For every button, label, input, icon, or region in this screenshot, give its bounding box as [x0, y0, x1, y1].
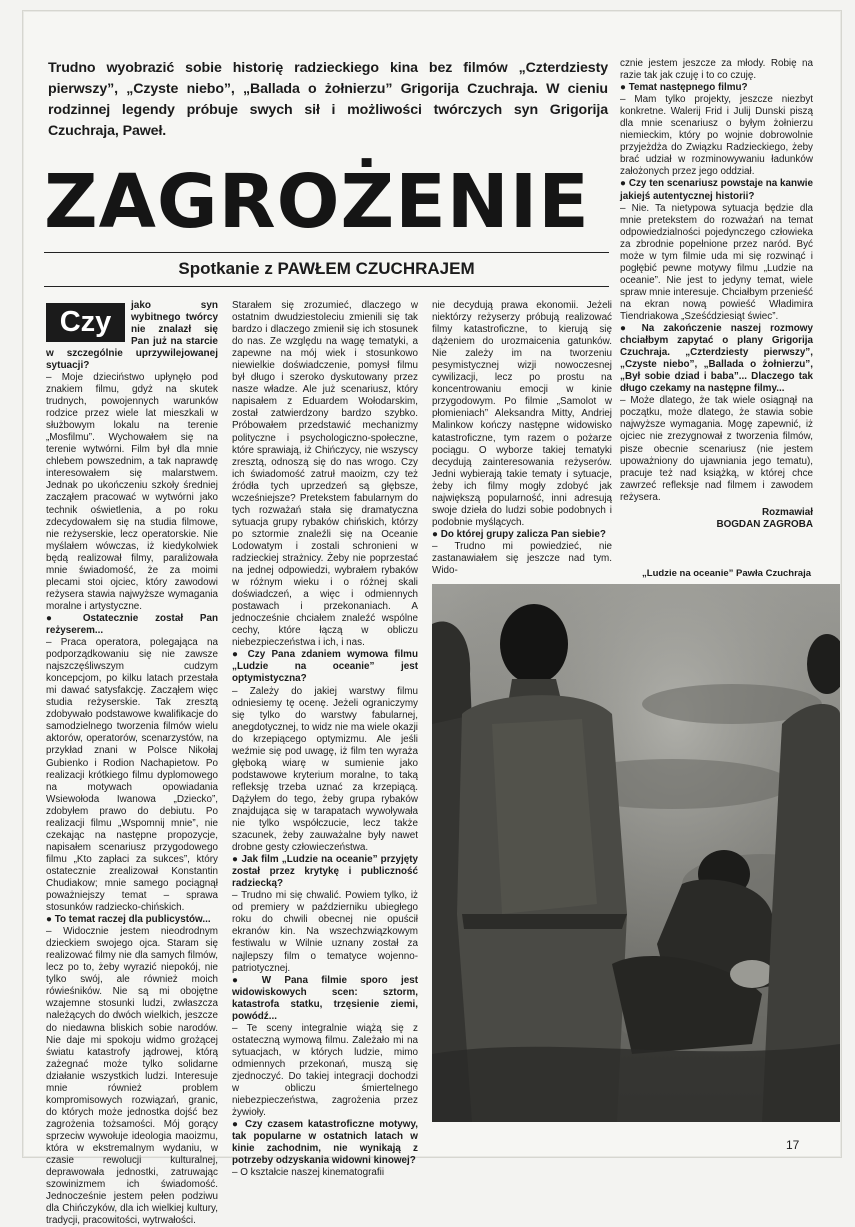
bullet-icon: ● [620, 82, 629, 94]
column-4 [620, 58, 813, 531]
interview-answer: nie decydują prawa ekonomii. Jeżeli niektórzy reżyserzy próbują realizować filmy katastroficzne, to kierują się dążeniem do urozmaicenia gatunków. Nie zależy im na tworzeniu pesymistycznej wizji nowoczesnej cywilizacji, lecz po prostu na koncentrowaniu emocji w kinie przygodowym. Po filmie „Samolot w płomieniach” Aleksandra Mitty, Andriej Malinkow kończy następne widowisko katastroficzne, tym razem o pożarze pociągu. O wyborze takiej tematyki decydują zainteresowania reżyserów. Jedni wybierają takie tematy i sytuacje, żeby ich filmy mogły zdobyć jak największą popularność, inni adresują swoje dzieła do ludzi sobie podobnych i podobnie myślących. [432, 300, 612, 528]
signature-line1: Rozmawiał [761, 506, 813, 518]
drop-word: Czy [46, 303, 125, 342]
interview-answer: – Trudno mi powiedzieć, nie zastanawiałem się jeszcze nad tym. Wido- [432, 540, 612, 577]
film-still-illustration [432, 584, 840, 1122]
bullet-icon: ● [232, 649, 248, 661]
interview-question: ● Czy ten scenariusz powstaje na kanwie jakiejś autentycznej historii? [620, 178, 813, 202]
interview-answer: – O kształcie naszej kinematografii [232, 1167, 385, 1179]
intro-lead: Trudno wyobrazić sobie historię radzieckiego kina bez filmów „Czterdziesty pierwszy”, „Czyste niebo”, „Ballada o żołnierzu” Grigorija Czuchraja. W cieniu rodzinnej legendy próbuje swych sił i możliwości twórczych syn Grigorija Czuchraja, Paweł. [48, 60, 608, 139]
headline-rule-top [44, 252, 609, 253]
headline-rule-bottom [44, 286, 609, 287]
interview-answer: – Nie. Ta nietypowa sytuacja będzie dla mnie pretekstem do rozważań na temat odpowiedzialności pojedynczego człowieka za zbrodnie popełnione przez naród. Być może w tym filmie uda mi się rozwinąć i pogłębić pewne motywy filmu „Ludzie na oceanie”. Nie jest to jedyny temat, wiele spraw mnie interesuje. Chciałbym przenieść na ekran nową powieść Władimira Tiendriakowa „Sześćdziesiąt świec”. [620, 202, 813, 322]
interview-question: ● To temat raczej dla publicystów... [46, 914, 211, 926]
interview-question: ● Czy czasem katastroficzne motywy, tak popularne w ostatnich latach w kinie zachodnim, nie wynikają z potrzeby odzyskania widowni kinowej? [232, 1119, 418, 1167]
bullet-icon: ● [46, 914, 55, 926]
column-1 [46, 300, 218, 1227]
interview-question: ● Do której grupy zalicza Pan siebie? [432, 528, 606, 540]
bullet-icon: ● [432, 528, 441, 540]
interview-answer: – Moje dzieciństwo upłynęło pod znakiem filmu, gdyż na skutek trudnych, powojennych warunków rodzice przez wiele lat mieszkali w służbowym lokalu na terenie „Mosfilmu”. Wychowałem się na terenie wytwórni. Film był dla mnie chlebem powszednim, a tak naprawdę interesowałem się malarstwem. Jednak po ukończeniu szkoły średniej zacząłem pracować w wytwórni jako technik oświetlenia, a po roku zdecydowałem się na studia filmowe, nie reżyserskie, lecz operatorskie. Nie myślałem wówczas, iż kiedykolwiek będą realizował filmy, paraliżowała mnie świadomość, że za moimi plecami stoi ojciec, który zawodowi reżysera stawia najwyższe wymagania moralne i artystyczne. [46, 372, 218, 612]
column-4-body [620, 58, 813, 504]
bullet-icon: ● [232, 854, 242, 866]
interview-answer: cznie jestem jeszcze za młody. Robię na razie tak jak czuję i to co czuję. [620, 58, 813, 82]
interview-question: ● Temat następnego filmu? [620, 82, 748, 94]
interview-question: ● W Pana filmie sporo jest widowiskowych scen: sztorm, katastrofa statku, trzęsienie ziemi, powódź... [232, 974, 418, 1022]
interview-answer: – Trudno mi się chwalić. Powiem tylko, iż od premiery w październiku ubiegłego roku do chwili obecnej nie opuścił ekranów kin. Na wszechzwiązkowym festiwalu w Wilnie uznany został za najlepszy film o tematyce wojenno-patriotycznej. [232, 890, 418, 974]
drop-question-body: jako syn wybitnego twórcy nie znalazł się Pan już na starcie w szczególnie uprzywilejowanej sytuacji? [46, 300, 218, 371]
interview-answer: – Praca operatora, polegająca na podporządkowaniu się nie zawsze najszczęśliwszym cudzym koncepcjom, po kilku latach przestała mi dawać satysfakcję. Zacząłem więc studia reżyserskie. Tak zresztą zdobywało podstawowe kwalifikacje do samodzielnego tworzenia filmów wielu aktorów, operatorów, scenarzystów, na przykład znani w Polsce Nikołaj Gubienko i Rodion Nachapietow. Po realizacji krótkiego filmu dyplomowego na motywach opowiadania Wsiewołoda Iwanowa „Dziecko”, zdobyłem prawo do debiutu. Po realizacji filmu „Wspomnij mnie”, nie czekając na następne propozycje, napisałem scenariusz przygodowego filmu „Kto zapłaci za sukces”, który ostatecznie zrealizował Konstantin Chudiakow; mnie samego pociągnął poważniejszy temat – sprawa stosunków radziecko-chińskich. [46, 637, 218, 914]
column-3 [432, 300, 612, 577]
interview-question: ● Czy Pana zdaniem wymowa filmu „Ludzie na oceanie” jest optymistyczna? [232, 649, 418, 685]
bullet-icon: ● [620, 178, 629, 190]
photo-caption: „Ludzie na oceanie” Pawła Czuchraja [642, 568, 811, 579]
subtitle: Spotkanie z PAWŁEM CZUCHRAJEM [178, 259, 475, 278]
bullet-icon: ● [620, 323, 642, 335]
page-number: 17 [786, 1138, 800, 1152]
bullet-icon: ● [232, 1119, 245, 1131]
headline: ZAGROŻENIE [44, 159, 590, 245]
bullet-icon: ● [46, 612, 83, 624]
interview-answer: – Zależy do jakiej warstwy filmu odniesiemy tę ocenę. Jeżeli ograniczymy się tylko do warstwy fabularnej, anegdotycznej, to widz nie ma wiele okazji do krzepiącego optymizmu. Ale jeśli weźmie się pod uwagę, iż film ten wyraża głęboką wiarę w sumienie jako podstawowe kryterium moralne, to taką refleksję trzeba uznać za krzepiącą. Dążyłem do tego, żeby grupa rybaków znajdująca się w tarapatach wywoływała nie tylko współczucie, lecz także szacunek, żeby zauważalne były nawet drobne gesty człowieczeństwa. [232, 685, 418, 854]
interview-answer: – Te sceny integralnie wiążą się z ostateczną wymową filmu. Zależało mi na sytuacjach, w których ludzie, mimo odmiennych przekonań, muszą się zjednoczyć. Do takiej integracji dochodzi w obliczu śmiertelnego niebezpieczeństwa, zagrożenia przez żywioły. [232, 1022, 418, 1119]
film-still-photo [432, 584, 840, 1122]
column-1-body [46, 372, 218, 1227]
interview-answer: – Widocznie jestem nieodrodnym dzieckiem swojego ojca. Staram się realizować filmy nie dla samych filmów, lecz po to, żeby wyrazić niepokój, nie tylko swój, ale również moich rówieśników. Nie są mi obojętne wzajemne stosunki ludzi, zwłaszcza należących do dwóch wielkich, jeszcze do niedawna bliskich sobie narodów. Nie daje mi spokoju widmo grożącej światu katastrofy jądrowej, którą zażegnać może tylko solidarne działanie wszystkich ludzi. Interesuje mnie również problem kompromisowych rozwiązań, granic, do których może jednostka dojść bez zagrożenia tożsamości. Mój gorący sprzeciw wywołuje ideologia maoizmu, która w ekstremalnym wydaniu, w czasie rewolucji kulturalnej, deprawowała jednostki, zatruwając szowinizmem ich świadomość. Jednocześnie jestem pełen podziwu dla Chińczyków, dla ich wielkiej kultury, tradycji, pracowitości, wytrwałości. [46, 926, 218, 1227]
drop-question [46, 300, 218, 372]
interview-answer: Starałem się zrozumieć, dlaczego w ostatnim dwudziestoleciu zmienili się tak bardzo i dlaczego zmienił się ich stosunek do nas. Ze względu na wagę tematyki, a zapewne na mój wiek i stosunkowo niewielkie doświadczenie, pomysł filmu był długo i szeroko dyskutowany przez nasze władze. Ale już scenariusz, który napisałem z Eduardem Wołodarskim, został zatwierdzony bardzo szybko. Próbowałem przedstawić mechanizmy polityczne i psychologiczno-społeczne, które sprawiają, iż Chińczycy, nie wszyscy zresztą, odnoszą się do nas wrogo. Czy ich świadomość zatruł maoizm, czy też źródła tych uprzedzeń są głębsze, wcześniejsze? Pretekstem fabularnym do tych rozważań stała się dramatyczna sytuacja grupy rybaków chińskich, którzy po sztormie znaleźli się na Oceanie Lodowatym i zostali schronieni w radzieckiej strażnicy. Żeby nie poprzestać na jednej odpowiedzi, wybrałem rybaków w różnym wieku i o różnej skali doświadczeń, a więc i odmiennych postawach i przekonaniach. A jednocześnie chciałem znaleźć wspólne cechy, które łączą w obliczu niebezpieczeństwa i ich, i nas. [232, 300, 418, 649]
interview-question: ● Na zakończenie naszej rozmowy chciałbym zapytać o plany Grigorija Czuchraja. „Czterdziesty pierwszy”, „Czyste niebo”, „Ballada o żołnierzu”, „Był sobie dziad i baba”... Dlaczego tak długo czekamy na następne filmy... [620, 323, 813, 395]
bullet-icon: ● [232, 974, 262, 986]
interview-question: ● Ostatecznie został Pan reżyserem... [46, 612, 218, 636]
signature-line2: BOGDAN ZAGROBA [716, 518, 813, 530]
column-2 [232, 300, 418, 1179]
interview-answer: – Może dlatego, że tak wiele osiągnął na początku, może dlatego, że stawia sobie najwyższe wymagania. Mogę zapewnić, iż ojciec nie zrezygnował z tworzenia filmów, pisze obecnie scenariusz (nie jestem upoważniony do ujawniania jego tematu), pracuje też nad książką, w której chce zawrzeć refleksje nad filmem i zawodem reżysera. [620, 395, 813, 503]
interview-answer: – Mam tylko projekty, jeszcze niezbyt konkretne. Walerij Frid i Julij Dunski piszą dla mnie scenariusz o byłym żołnierzu niemieckim, który po wojnie dobrowolnie przyjeżdża do Związku Radzieckiego, żeby brać udział w rozminowywaniu ładunków założonych przez jego oddział. [620, 94, 813, 178]
interview-question: ● Jak film „Ludzie na oceanie” przyjęty został przez krytykę i publiczność radziecką? [232, 854, 418, 890]
